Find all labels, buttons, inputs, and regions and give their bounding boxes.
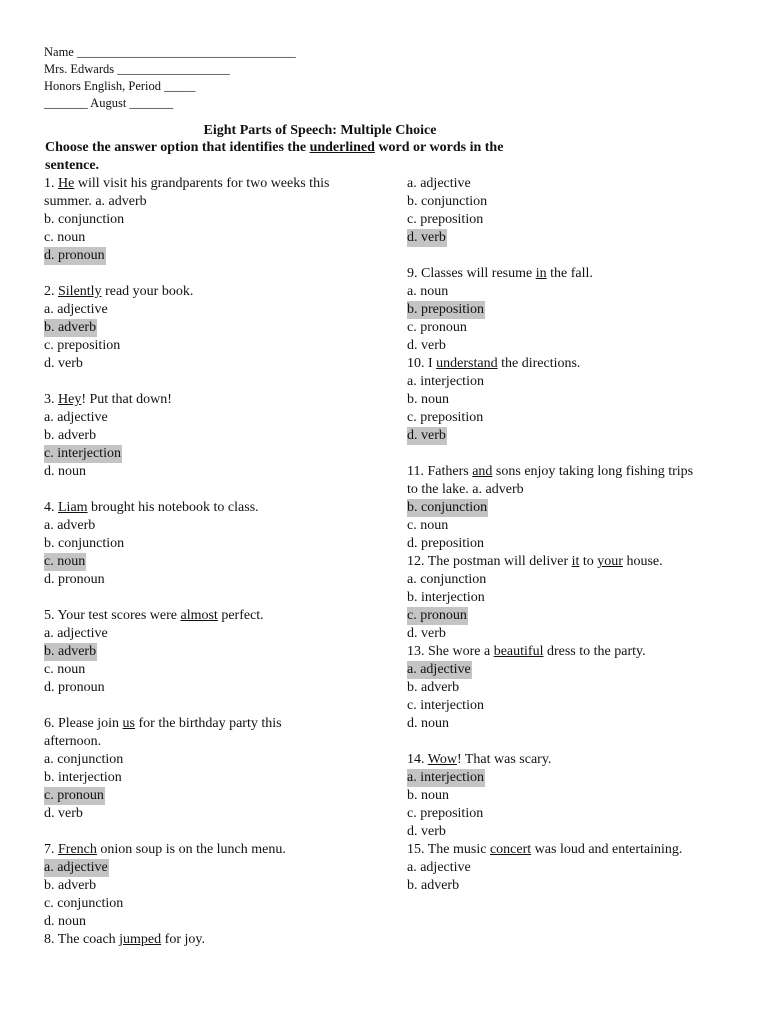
option: d. pronoun [44,572,105,587]
worksheet-header [44,44,296,112]
option: d. noun [407,716,449,731]
question-9: 9. Classes will resume in the fall. [407,266,593,281]
option: a. adjective [44,626,108,641]
option: a. adjective [407,860,471,875]
option: d. verb [407,626,446,641]
right-column [407,175,737,895]
question-15: 15. The music concert was loud and entertaining. [407,842,683,857]
question-2: 2. Silently read your book. [44,284,194,299]
selected-answer: d. verb [407,428,446,443]
selected-answer: b. preposition [407,302,484,317]
option: c. noun [44,662,86,677]
selected-answer: d. pronoun [44,248,105,263]
option: c. conjunction [44,896,124,911]
question-1-cont: summer. a. adverb [44,194,147,209]
question-14: 14. Wow! That was scary. [407,752,552,767]
option: c. noun [407,518,449,533]
selected-answer: a. adjective [44,860,108,875]
option: b. adverb [44,428,97,443]
option: c. pronoun [407,320,467,335]
option: a. interjection [407,374,484,389]
option: d. verb [407,338,446,353]
option: c. preposition [407,806,484,821]
option: d. verb [44,356,83,371]
selected-answer: b. adverb [44,644,97,659]
question-7: 7. French onion soup is on the lunch menu. [44,842,286,857]
course-line: Honors English, Period _____ [44,79,196,93]
option: d. preposition [407,536,484,551]
option: c. preposition [407,410,484,425]
option: a. conjunction [44,752,124,767]
option: b. conjunction [44,536,125,551]
question-6: 6. Please join us for the birthday party this [44,716,282,731]
option: b. adverb [44,878,97,893]
question-11: 11. Fathers and sons enjoy taking long fishing trips [407,464,694,479]
option: d. noun [44,464,86,479]
instructions: Choose the answer option that identifies the underlined word or words in the sentence. [45,140,504,173]
selected-answer: c. interjection [44,446,121,461]
question-8: 8. The coach jumped for joy. [44,932,205,947]
selected-answer: b. adverb [44,320,97,335]
question-13: 13. She wore a beautiful dress to the party. [407,644,646,659]
selected-answer: c. noun [44,554,86,569]
option: c. noun [44,230,86,245]
page-title: Eight Parts of Speech: Multiple Choice [203,123,437,138]
option: b. noun [407,392,449,407]
option: a. conjunction [407,572,487,587]
question-11-cont: to the lake. a. adverb [407,482,524,497]
option: b. conjunction [407,194,488,209]
option: a. adjective [44,410,108,425]
option: d. pronoun [44,680,105,695]
selected-answer: d. verb [407,230,446,245]
date-line: _______ August _______ [44,96,174,110]
selected-answer: a. interjection [407,770,484,785]
option: c. interjection [407,698,484,713]
option: b. conjunction [44,212,125,227]
name-line: Name ___________________________________ [44,45,296,59]
selected-answer: c. pronoun [407,608,467,623]
selected-answer: b. conjunction [407,500,488,515]
selected-answer: a. adjective [407,662,471,677]
question-6-cont: afternoon. [44,734,102,749]
option: c. preposition [407,212,484,227]
question-10: 10. I understand the directions. [407,356,581,371]
question-1: 1. He will visit his grandparents for two weeks this [44,176,330,191]
option: b. noun [407,788,449,803]
option: b. adverb [407,878,460,893]
question-5: 5. Your test scores were almost perfect. [44,608,264,623]
option: b. interjection [44,770,122,785]
option: c. preposition [44,338,121,353]
selected-answer: c. pronoun [44,788,104,803]
option: a. adjective [44,302,108,317]
option: d. noun [44,914,86,929]
option: b. adverb [407,680,460,695]
question-3: 3. Hey! Put that down! [44,392,172,407]
left-column [44,175,374,949]
option: a. noun [407,284,449,299]
option: b. interjection [407,590,485,605]
option: d. verb [44,806,83,821]
option: a. adverb [44,518,96,533]
teacher-line: Mrs. Edwards __________________ [44,62,230,76]
option: a. adjective [407,176,471,191]
question-4: 4. Liam brought his notebook to class. [44,500,259,515]
question-12: 12. The postman will deliver it to your house. [407,554,663,569]
option: d. verb [407,824,446,839]
